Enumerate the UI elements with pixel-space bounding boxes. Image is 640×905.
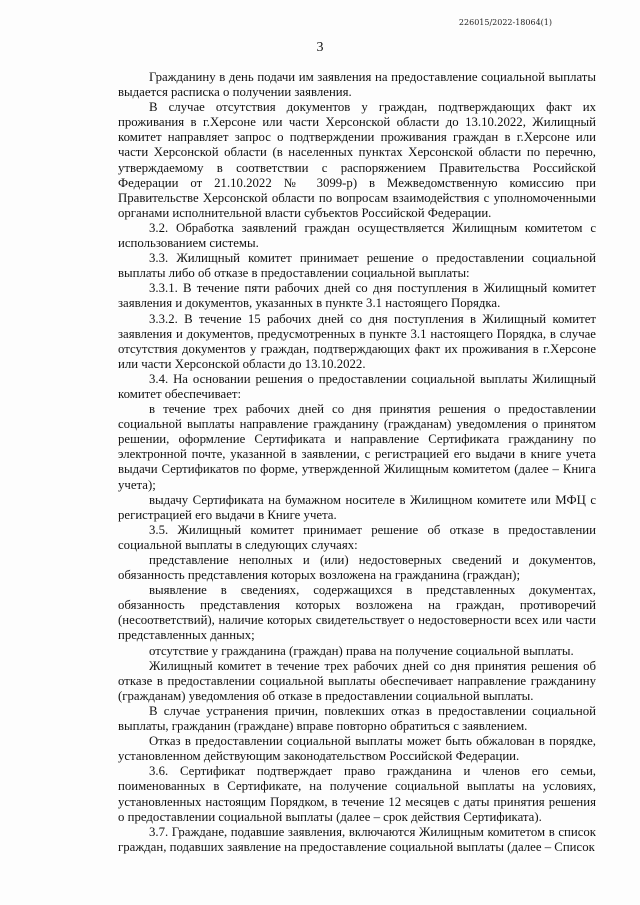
paragraph: 3.3.2. В течение 15 рабочих дней со дня поступления в Жилищный комитет заявления и документов, предусмотренных в пункте 3.1 настоящего Порядка, в случае отсутствия документов у граждан, подтверждающих факт их проживания в г.Херсоне или части Херсонской области до 13.10.2022. <box>118 311 596 371</box>
paragraph: выдачу Сертификата на бумажном носителе в Жилищном комитете или МФЦ с регистрацией его выдачи в Книге учета. <box>118 492 596 522</box>
paragraph: 3.3.1. В течение пяти рабочих дней со дня поступления в Жилищный комитет заявления и документов, указанных в пункте 3.1 настоящего Порядка. <box>118 281 596 311</box>
paragraph: В случае устранения причин, повлекших отказ в предоставлении социальной выплаты, гражданин (граждане) вправе повторно обратиться с заявлением. <box>118 703 596 734</box>
paragraph: отсутствие у гражданина (граждан) права на получение социальной выплаты. <box>149 643 574 658</box>
paragraph: 3.3. Жилищный комитет принимает решение о предоставлении социальной выплаты либо об отказе в предоставлении социальной выплаты: <box>118 251 596 281</box>
paragraph: в течение трех рабочих дней со дня принятия решения о предоставлении социальной выплаты направление гражданину (гражданам) уведомления о принятом решении, оформление Сертификата и направление Сертификата гражданину по электронной почте, указанной в заявлении, с регистрацией его выдачи в книге учета выдачи Сертификатов по форме, утвержденной Жилищным комитетом (далее – Книга учета); <box>118 402 596 492</box>
paragraph: Жилищный комитет в течение трех рабочих дней со дня принятия решения об отказе в предоставлении социальной выплаты обеспечивает направление гражданину (гражданам) уведомления об отказе в предоставлении социальной выплаты. <box>118 658 596 703</box>
paragraph: выявление в сведениях, содержащихся в представленных документах, обязанность представления которых возложена на граждан, противоречий (несоответствий), наличие которых свидетельствует о недостоверности всех или части представленных данных; <box>118 583 596 643</box>
paragraph: представление неполных и (или) недостоверных сведений и документов, обязанность представления которых возложена на гражданина (граждан); <box>118 553 596 583</box>
paragraph: 3.7. Граждане, подавшие заявления, включаются Жилищным комитетом в список граждан, подавших заявление на предоставление социальной выплаты (далее – Список <box>118 824 596 854</box>
paragraph: 3.2. Обработка заявлений граждан осуществляется Жилищным комитетом с использованием системы. <box>118 220 596 251</box>
paragraph: 3.4. На основании решения о предоставлении социальной выплаты Жилищный комитет обеспечивает: <box>118 371 596 401</box>
paragraph: В случае отсутствия документов у граждан, подтверждающих факт их проживания в г.Херсоне или части Херсонской области до 13.10.2022, Жилищный комитет направляет запрос о подтверждении проживания граждан в г.Херсоне или части Херсонской области (в населенных пунктах Херсонской области по перечню, утверждаемому в соответствии с распоряжением Правительства Российской Федерации от 21.10.2022 № 3099-р) в Межведомственную комиссию при Правительстве Херсонской области по вопросам взаимодействия с уполномоченными органами исполнительной власти субъектов Российской Федерации. <box>118 100 596 220</box>
paragraph: 3.5. Жилищный комитет принимает решение об отказе в предоставлении социальной выплаты в следующих случаях: <box>118 522 596 552</box>
paragraph: Гражданину в день подачи им заявления на предоставление социальной выплаты выдается расписка о получении заявления. <box>118 70 596 100</box>
paragraph: Отказ в предоставлении социальной выплаты может быть обжалован в порядке, установленном действующим законодательством Российской Федерации. <box>118 734 596 764</box>
document-body <box>118 70 596 855</box>
paragraph: 3.6. Сертификат подтверждает право гражданина и членов его семьи, поименованных в Сертификате, на получение социальной выплаты на условиях, установленных настоящим Порядком, в течение 12 месяцев с даты принятия решения о предоставлении социальной выплаты (далее – срок действия Сертификата). <box>118 764 596 824</box>
page-number: 3 <box>316 40 324 55</box>
document-id: 226015/2022-18064(1) <box>458 18 552 27</box>
